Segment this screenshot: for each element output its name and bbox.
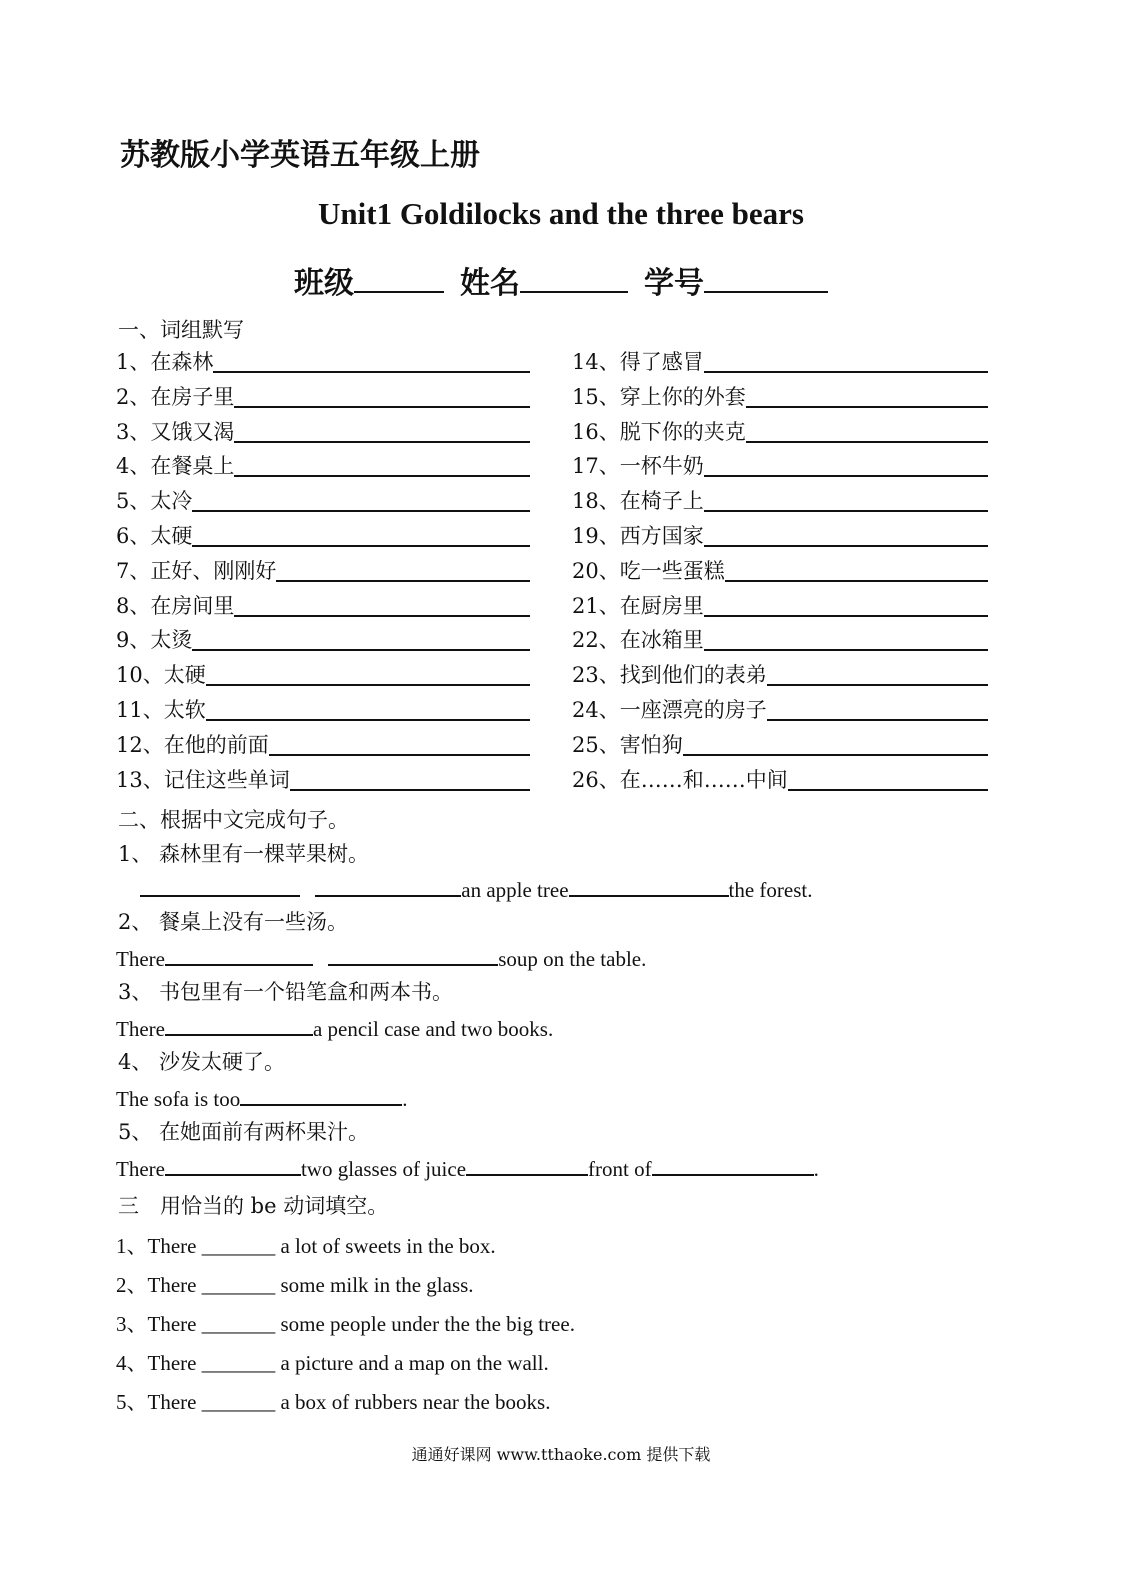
- phrase-label: 16、脱下你的夹克: [572, 419, 746, 444]
- answer-line[interactable]: [290, 765, 530, 791]
- answer-line[interactable]: [704, 451, 988, 477]
- answer-line[interactable]: [767, 695, 988, 721]
- phrase-item: [572, 729, 988, 759]
- answer-line[interactable]: [704, 347, 988, 373]
- phrase-label: 14、得了感冒: [572, 350, 704, 374]
- phrase-label: 12、在他的前面: [116, 732, 269, 757]
- sentence-answer-row: [116, 1012, 553, 1042]
- answer-blank[interactable]: [569, 873, 729, 897]
- section3-title: 三 用恰当的 be 动词填空。: [118, 1194, 389, 1218]
- phrase-label: 10、太硬: [116, 663, 206, 688]
- phrase-label: 5、太冷: [116, 489, 193, 514]
- footer-credit: 通通好课网 www.tthaoke.com 提供下载: [411, 1445, 711, 1464]
- fill-in-item: 4、There _______ a picture and a map on the wall.: [116, 1351, 549, 1375]
- name-blank[interactable]: [520, 261, 628, 293]
- phrase-item: [116, 346, 530, 376]
- answer-blank[interactable]: [315, 873, 461, 897]
- phrase-item: [572, 346, 988, 376]
- answer-line[interactable]: [192, 486, 530, 512]
- sentence-prompt: 1、 森林里有一棵苹果树。: [118, 842, 370, 866]
- answer-blank[interactable]: [240, 1082, 402, 1106]
- phrase-label: 9、太烫: [116, 628, 193, 653]
- answer-line[interactable]: [746, 382, 988, 408]
- phrase-label: 2、在房子里: [116, 384, 235, 409]
- answer-blank[interactable]: [140, 873, 300, 897]
- sentence-answer-row: [140, 873, 813, 903]
- phrase-item: [116, 590, 530, 620]
- phrase-label: 4、在餐桌上: [116, 454, 235, 479]
- answer-line[interactable]: [213, 347, 530, 373]
- phrase-item: [572, 659, 988, 689]
- answer-line[interactable]: [192, 625, 530, 651]
- phrase-item: [572, 694, 988, 724]
- phrase-item: [572, 555, 988, 585]
- phrase-item: [116, 520, 530, 550]
- sentence-text: .: [813, 1157, 819, 1181]
- fill-in-item: 5、There _______ a box of rubbers near the books.: [116, 1390, 551, 1414]
- document-title-cn: 苏教版小学英语五年级上册: [120, 138, 480, 173]
- phrase-item: [572, 485, 988, 515]
- phrase-item: [116, 729, 530, 759]
- phrase-item: [572, 520, 988, 550]
- answer-line[interactable]: [788, 765, 988, 791]
- phrase-label: 21、在厨房里: [572, 593, 704, 618]
- phrase-label: 13、记住这些单词: [116, 767, 290, 792]
- sentence-answer-row: [116, 942, 646, 972]
- phrase-label: 8、在房间里: [116, 593, 235, 618]
- sentence-text: There: [116, 1017, 165, 1041]
- answer-line[interactable]: [725, 556, 988, 582]
- sentence-text: There: [116, 947, 165, 971]
- sentence-text: front of: [588, 1157, 652, 1181]
- sentence-text: There: [116, 1157, 165, 1181]
- phrase-label: 26、在……和……中间: [572, 767, 788, 792]
- phrase-item: [116, 485, 530, 515]
- phrase-label: 23、找到他们的表弟: [572, 663, 767, 688]
- sentence-text: the forest.: [728, 878, 813, 902]
- phrase-label: 7、正好、刚刚好: [116, 558, 277, 583]
- section2-title: 二、根据中文完成句子。: [118, 808, 349, 832]
- answer-line[interactable]: [683, 730, 988, 756]
- phrase-label: 6、太硬: [116, 524, 193, 548]
- sentence-text: .: [402, 1087, 408, 1111]
- fill-in-item: 3、There _______ some people under the the big tree.: [116, 1312, 575, 1336]
- class-label: 班级: [294, 266, 354, 301]
- phrase-item: [572, 764, 988, 794]
- number-blank[interactable]: [704, 261, 828, 293]
- sentence-text: The sofa is too: [116, 1087, 241, 1111]
- phrase-item: [116, 381, 530, 411]
- fill-in-item: 2、There _______ some milk in the glass.: [116, 1273, 474, 1297]
- phrase-label: 17、一杯牛奶: [572, 454, 704, 479]
- phrase-item: [116, 659, 530, 689]
- sentence-text: an apple tree: [461, 878, 569, 902]
- sentence-prompt: 5、 在她面前有两杯果汁。: [118, 1120, 370, 1144]
- unit-title: Unit1 Goldilocks and the three bears: [318, 196, 804, 231]
- sentence-prompt: 2、 餐桌上没有一些汤。: [118, 910, 349, 934]
- answer-line[interactable]: [234, 451, 530, 477]
- phrase-label: 22、在冰箱里: [572, 628, 704, 653]
- answer-line[interactable]: [206, 695, 530, 721]
- answer-blank[interactable]: [328, 942, 498, 966]
- answer-blank[interactable]: [165, 1012, 313, 1036]
- fill-in-item: 1、There _______ a lot of sweets in the box.: [116, 1234, 496, 1258]
- answer-blank[interactable]: [165, 942, 313, 966]
- answer-blank[interactable]: [652, 1152, 814, 1176]
- phrase-item: [572, 381, 988, 411]
- sentence-prompt: 4、 沙发太硬了。: [118, 1050, 286, 1074]
- answer-line[interactable]: [746, 417, 988, 443]
- section1-title: 一、词组默写: [118, 318, 244, 342]
- answer-line[interactable]: [276, 556, 530, 582]
- sentence-text: two glasses of juice: [300, 1157, 467, 1181]
- phrase-label: 15、穿上你的外套: [572, 384, 746, 409]
- sentence-answer-row: [116, 1152, 819, 1182]
- phrase-item: [572, 416, 988, 446]
- phrase-label: 1、在森林: [116, 350, 214, 374]
- phrase-label: 19、西方国家: [572, 524, 704, 548]
- student-info-line: [0, 258, 1122, 302]
- phrase-label: 11、太软: [116, 698, 206, 722]
- phrase-label: 25、害怕狗: [572, 732, 683, 757]
- answer-line[interactable]: [704, 625, 988, 651]
- answer-line[interactable]: [704, 521, 988, 547]
- sentence-answer-row: [116, 1082, 407, 1112]
- answer-line[interactable]: [234, 417, 530, 443]
- answer-blank[interactable]: [466, 1152, 588, 1176]
- answer-line[interactable]: [192, 521, 530, 547]
- class-blank[interactable]: [354, 261, 444, 293]
- answer-line[interactable]: [704, 486, 988, 512]
- answer-blank[interactable]: [165, 1152, 301, 1176]
- phrase-label: 24、一座漂亮的房子: [572, 698, 767, 722]
- answer-line[interactable]: [704, 591, 988, 617]
- phrase-item: [572, 624, 988, 654]
- phrase-item: [116, 764, 530, 794]
- answer-line[interactable]: [234, 382, 530, 408]
- phrase-item: [116, 416, 530, 446]
- answer-line[interactable]: [767, 660, 988, 686]
- sentence-text: soup on the table.: [498, 947, 647, 971]
- number-label: 学号: [644, 266, 704, 301]
- phrase-label: 18、在椅子上: [572, 489, 704, 514]
- name-label: 姓名: [460, 266, 520, 301]
- answer-line[interactable]: [234, 591, 530, 617]
- phrase-item: [572, 590, 988, 620]
- answer-line[interactable]: [269, 730, 530, 756]
- phrase-item: [116, 694, 530, 724]
- phrase-label: 20、吃一些蛋糕: [572, 558, 725, 583]
- phrase-item: [572, 450, 988, 480]
- phrase-item: [116, 450, 530, 480]
- phrase-item: [116, 624, 530, 654]
- sentence-text: a pencil case and two books.: [312, 1017, 554, 1041]
- answer-line[interactable]: [206, 660, 530, 686]
- phrase-label: 3、又饿又渴: [116, 419, 235, 444]
- sentence-prompt: 3、 书包里有一个铅笔盒和两本书。: [118, 980, 454, 1004]
- phrase-item: [116, 555, 530, 585]
